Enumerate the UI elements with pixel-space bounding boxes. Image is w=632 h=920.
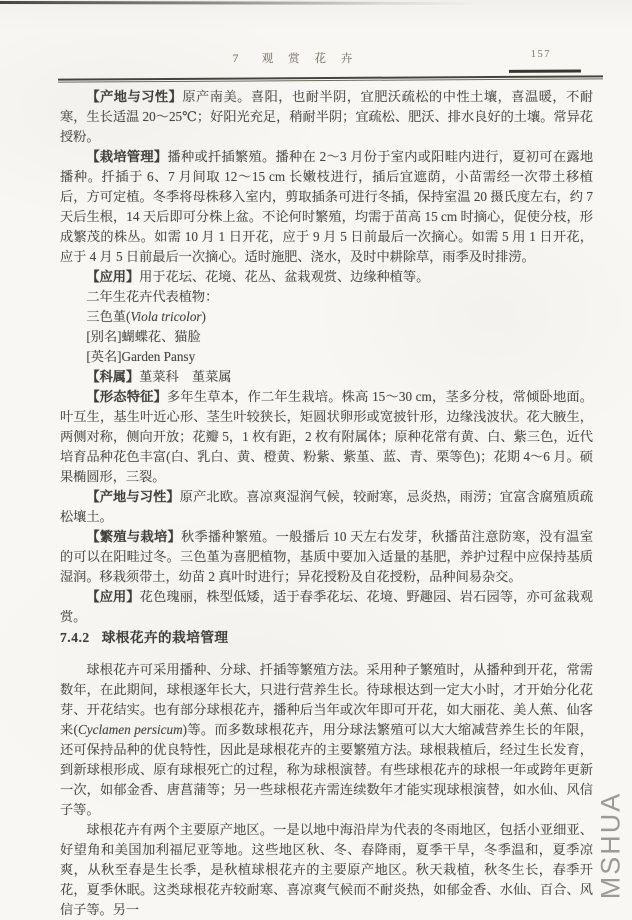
body-text: 球根花卉可采用播种、分球、扦插等繁殖方法。采用种子繁殖时，从播种到开花，常需数年，在此期间，球根逐年长大，只进行营养生长。待球根达到一定大小时，才开始分化花芽、开花结实。也有部分球根花卉，播种后当年或次年即可开花，如大丽花、美人蕉、仙客来( [60,662,593,737]
running-head [58,48,603,88]
header-double-rule [58,75,603,83]
field-label: 【应用】 [86,269,140,284]
paragraph-cultivation [60,147,593,267]
section-title: 球根花卉的栽培管理 [101,630,229,645]
field-text: 秋季播种繁殖。一般播后 10 天左右发芽，秋播苗注意防寒，没有温室的可以在阳畦过冬。三色堇为喜肥植物，基质中要加入适量的基肥，养护过程中应保持基质湿润。移栽须带土，幼苗 2 真叶时进行；异花授粉及自花授粉，品种间易杂交。 [60,529,594,584]
field-label: 【产地与习性】 [86,89,183,104]
paragraph-origin-habit-2 [60,487,593,527]
page-body [60,87,593,920]
paragraph-application-2 [60,587,593,627]
species-latin: Cyclamen persicum [77,722,183,737]
field-text: 二年生花卉代表植物： [86,289,219,304]
species-close: ) [201,309,206,324]
field-label: 【应用】 [86,589,140,604]
section-heading [60,628,593,648]
watermark-text: MSHUA [595,791,626,899]
field-text: 用于花坛、花境、花丛、盆栽观赏、边缘种植等。 [139,269,430,284]
field-text: [英名]Garden Pansy [86,349,196,364]
page-number: 157 [530,49,551,60]
section-number: 7.4.2 [60,630,90,645]
field-text: [别名]蝴蝶花、猫脸 [86,329,201,344]
paragraph-english-name [60,347,593,367]
field-label: 【繁殖与栽培】 [86,529,181,544]
chapter-title: 7 观 赏 花 卉 [232,53,359,65]
field-label: 【形态特征】 [86,389,167,404]
field-text: 多年生草本，作二年生栽培。株高 15～30 cm，茎多分枝，常倾卧地面。叶互生，基生叶近心形、茎生叶较狭长，矩圆状卵形或宽披针形，边缘浅波状。花大腋生，两侧对称，侧向开放；花瓣 5，1 枚有距，2 枚有附属体；原种花常有黄、白、紫三色，近代培育品种花色丰富(白、乳白、黄、橙黄、粉紫、紫堇、蓝、青、栗等色)；花期 4～6 月。硕果椭圆形，三裂。 [60,389,593,484]
species-latin: Viola tricolor [130,309,202,324]
field-label: 【科属】 [86,369,140,384]
paragraph-application-1 [60,267,593,287]
field-label: 【产地与习性】 [86,489,180,504]
paragraph-bulb-propagation [60,660,593,820]
scan-edge-artifact [0,1,478,5]
body-text: )等。而多数球根花卉，用分球法繁殖可以大大缩减营养生长的年限，还可保持品种的优良特性，因此是球根花卉的主要繁殖方法。球根栽植后，经过生长发育，到新球根形成、原有球根死亡的过程，称为球根演替。有些球根花卉的球根一年或跨年更新一次，如郁金香、唐菖蒲等；另一些球根花卉需连续数年才能实现球根演替，如水仙、风信子等。 [60,722,593,817]
field-text: 原产北欧。喜凉爽湿润气候，较耐寒，忌炎热，雨涝；宜富含腐殖质疏松壤土。 [60,489,594,524]
paragraph-origin-habit-1 [60,87,593,147]
paragraph-morphology [60,387,593,487]
paragraph-alias [60,327,593,347]
field-label: 【栽培管理】 [86,149,168,164]
field-text: 花色瑰丽，株型低矮，适于春季花坛、花境、野趣园、岩石园等，亦可盆栽观赏。 [60,589,593,624]
body-text: 球根花卉有两个主要原产地区。一是以地中海沿岸为代表的冬雨地区，包括小亚细亚、好望角和美国加利福尼亚等地。这些地区秋、冬、春降雨，夏季干旱，冬季温和，夏季凉爽，从秋至春是生长季，是秋植球根花卉的主要原产地区。秋天栽植，秋冬生长，春季开花，夏季休眠。这类球根花卉较耐寒、喜凉爽气候而不耐炎热，如郁金香、水仙、百合、风信子等。另一 [60,822,593,917]
paragraph-biennial-intro [60,287,593,307]
field-text: 原产南美。喜阳，也耐半阴，宜肥沃疏松的中性土壤，喜温暖，不耐寒，生长适温 20～25℃；好阳光充足，稍耐半阴；宜疏松、肥沃、排水良好的土壤。常异花授粉。 [60,89,594,144]
species-cn: 三色堇( [86,309,131,324]
paragraph-family-genus [60,367,593,387]
paragraph-bulb-origin-regions [60,820,593,920]
paragraph-propagation [60,527,593,587]
paragraph-species-name [60,307,593,327]
field-text: 堇菜科 堇菜属 [139,369,232,384]
field-text: 播种或扦插繁殖。播种在 2～3 月份于室内或阳畦内进行，夏初可在露地播种。扦插于 6、7 月间取 12～15 cm 长嫩枝进行，插后宜遮荫，小苗需经一次带土移植后，方可定植。冬季将母株移入室内，剪取插条可进行冬插，保持室温 20 摄氏度左右，约 7 天后生根，14 天后即可分株上盆。不论何时繁殖，均需于苗高 15 cm 时摘心，促使分枝，形成繁茂的株丛。如需 10 月 1 日开花，应于 9 月 5 日前最后一次摘心。如需 5 用 1 日开花，应于 4 月 5 日前最后一次摘心。适时施肥、浇水，及时中耕除草，雨季及时排涝。 [60,149,594,264]
